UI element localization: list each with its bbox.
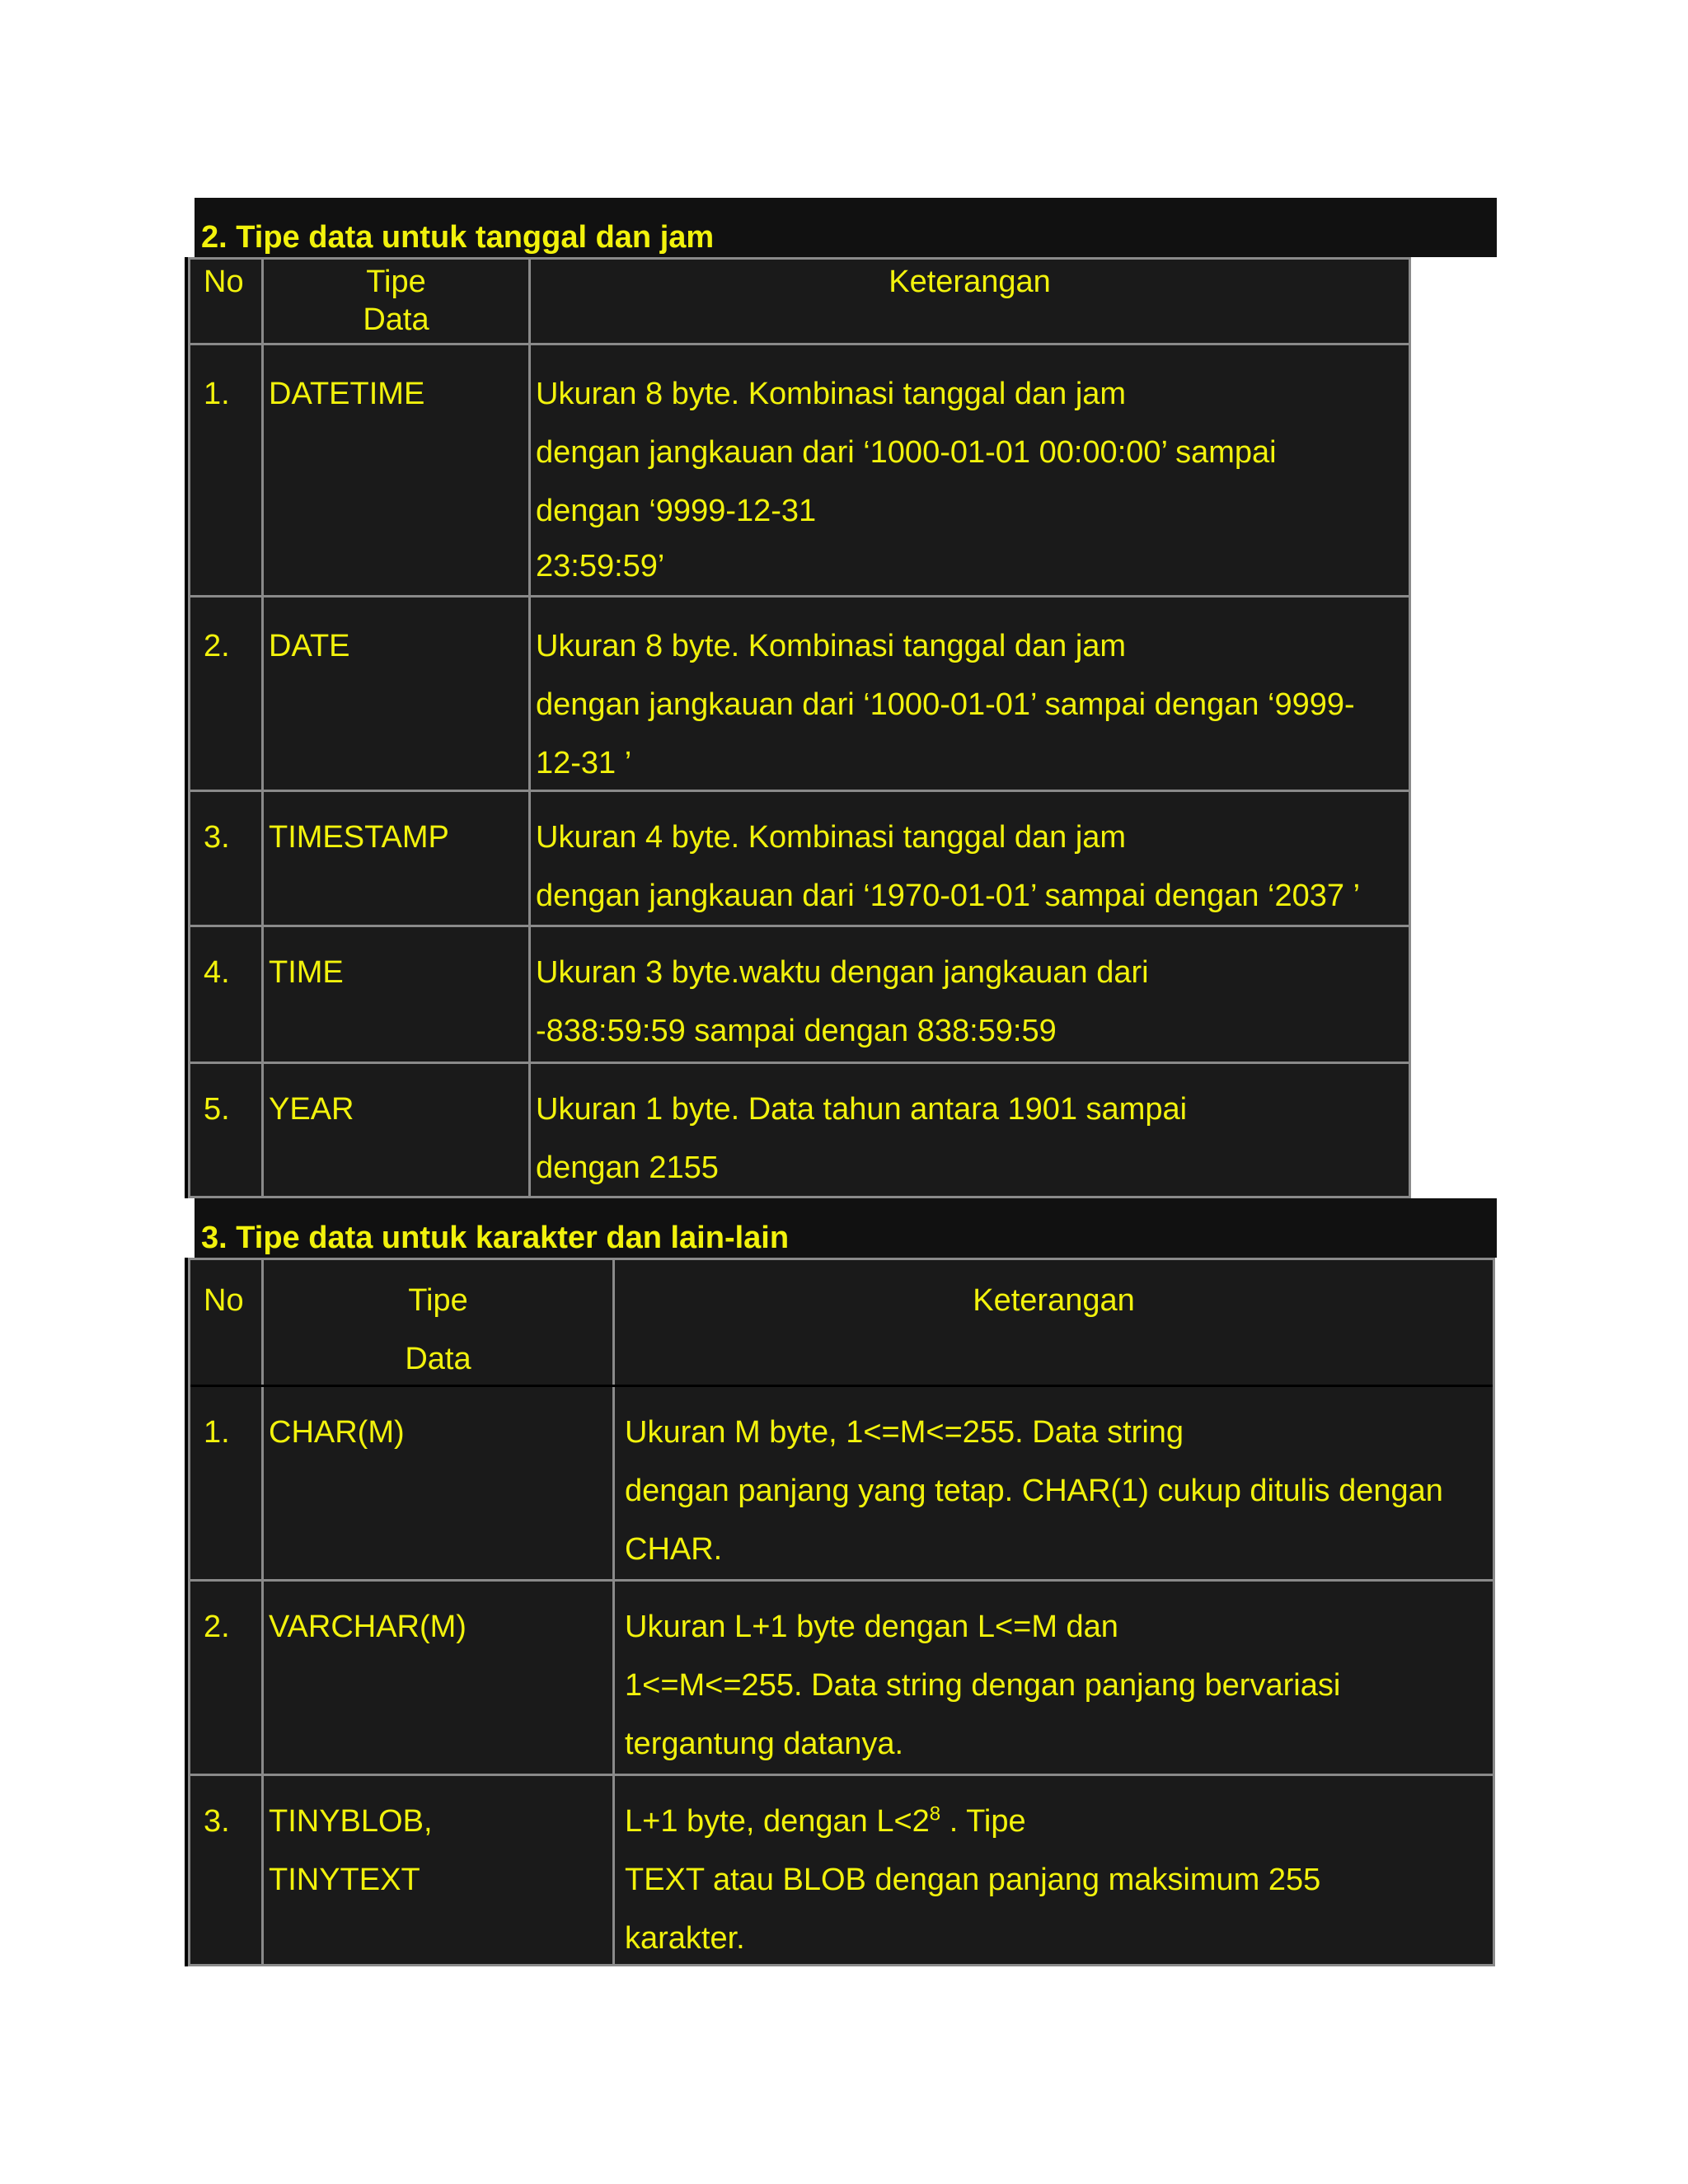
ket-line: dengan panjang yang tetap. CHAR(1) cukup ditulis dengan <box>625 1474 1443 1508</box>
ket-line: 1<=M<=255. Data string dengan panjang bervariasi <box>625 1668 1341 1703</box>
ket-line: Ukuran 1 byte. Data tahun antara 1901 sampai <box>536 1092 1188 1127</box>
row-no <box>190 1387 261 1579</box>
section-1-title-text: 2. Tipe data untuk tanggal dan jam <box>201 220 715 255</box>
row-no <box>190 792 261 925</box>
table-character-types <box>188 1258 1495 1966</box>
ket-line: Ukuran 3 byte.waktu dengan jangkauan dari <box>536 955 1149 990</box>
table-row <box>190 792 1409 927</box>
ket-line: -838:59:59 sampai dengan 838:59:59 <box>536 1014 1057 1048</box>
header-tipe-label-1: Tipe <box>366 265 426 299</box>
ket-line: dengan jangkauan dari ‘1970-01-01’ sampai dengan ‘2037 ’ <box>536 879 1361 913</box>
row-no-text: 5. <box>204 1092 230 1127</box>
section-2-title-text: 3. Tipe data untuk karakter dan lain-lain <box>201 1221 790 1255</box>
row-keterangan <box>528 927 1409 1062</box>
row-no <box>190 1064 261 1196</box>
header-keterangan <box>528 260 1409 343</box>
header-keterangan <box>612 1260 1493 1385</box>
table-left-edge <box>185 257 188 1198</box>
table-row <box>190 1064 1409 1196</box>
row-keterangan <box>612 1582 1493 1774</box>
header-tipe-label-2: Data <box>363 302 429 337</box>
ket-line: Ukuran 8 byte. Kombinasi tanggal dan jam <box>536 629 1127 663</box>
header-no-label: No <box>204 1283 244 1318</box>
row-no-text: 4. <box>204 955 230 990</box>
header-tipe-label-2: Data <box>405 1342 471 1376</box>
table-header-row <box>190 1260 1493 1387</box>
ket-line: Ukuran 8 byte. Kombinasi tanggal dan jam <box>536 377 1127 411</box>
ket-line: Ukuran M byte, 1<=M<=255. Data string <box>625 1415 1184 1450</box>
row-tipe <box>261 927 528 1062</box>
header-no <box>190 1260 261 1385</box>
ket-line: TEXT atau BLOB dengan panjang maksimum 255 <box>625 1863 1321 1897</box>
row-tipe-text: TIMESTAMP <box>269 820 449 855</box>
table-row <box>190 598 1409 792</box>
row-tipe-text: DATETIME <box>269 377 425 411</box>
row-tipe <box>261 345 528 595</box>
section-1-title <box>195 198 1497 257</box>
row-tipe <box>261 1582 612 1774</box>
table-row <box>190 1582 1493 1776</box>
ket-line: 23:59:59’ <box>536 549 665 583</box>
header-tipe-label-1: Tipe <box>408 1283 468 1318</box>
superscript-exponent: 8 <box>929 1802 941 1825</box>
header-no-label: No <box>204 265 244 299</box>
row-keterangan <box>528 345 1409 595</box>
row-no-text: 1. <box>204 377 230 411</box>
row-tipe <box>261 598 528 790</box>
ket-line <box>625 1793 1493 1851</box>
row-no-text: 2. <box>204 629 230 663</box>
row-keterangan <box>528 598 1409 790</box>
header-keterangan-label: Keterangan <box>973 1283 1135 1318</box>
section-2-title <box>195 1198 1497 1258</box>
row-keterangan <box>612 1387 1493 1579</box>
row-tipe <box>261 1776 612 1964</box>
table-row <box>190 1776 1493 1964</box>
header-no <box>190 260 261 343</box>
row-tipe <box>261 792 528 925</box>
header-tipe <box>261 1260 612 1385</box>
row-no <box>190 345 261 595</box>
table-left-edge <box>185 1258 188 1966</box>
ket-line: tergantung datanya. <box>625 1727 904 1761</box>
ket-line: dengan jangkauan dari ‘1000-01-01 00:00:00’ sampai <box>536 435 1277 470</box>
row-no-text: 3. <box>204 1804 230 1839</box>
table-datetime-types <box>188 257 1411 1198</box>
table-row <box>190 345 1409 598</box>
ket-line-text: L+1 byte, dengan L<2 <box>625 1804 930 1839</box>
row-tipe <box>261 1064 528 1196</box>
ket-line: Ukuran L+1 byte dengan L<=M dan <box>625 1610 1118 1644</box>
ket-line: dengan ‘9999-12-31 <box>536 494 817 528</box>
row-tipe <box>261 1387 612 1579</box>
row-tipe-text: VARCHAR(M) <box>269 1610 467 1644</box>
table-row <box>190 927 1409 1064</box>
row-tipe-text: YEAR <box>269 1092 354 1127</box>
ket-line: 12-31 ’ <box>536 746 632 780</box>
row-no-text: 1. <box>204 1415 230 1450</box>
table-header-row <box>190 260 1409 345</box>
ket-line: dengan 2155 <box>536 1151 719 1185</box>
row-no-text: 2. <box>204 1610 230 1644</box>
row-tipe-text: TIME <box>269 955 344 990</box>
ket-line: karakter. <box>625 1921 745 1956</box>
ket-line: dengan jangkauan dari ‘1000-01-01’ sampai dengan ‘9999- <box>536 687 1355 722</box>
row-keterangan <box>528 792 1409 925</box>
row-no <box>190 1582 261 1774</box>
row-no <box>190 598 261 790</box>
row-no <box>190 1776 261 1964</box>
row-keterangan <box>528 1064 1409 1196</box>
row-tipe-text: DATE <box>269 629 350 663</box>
header-tipe <box>261 260 528 343</box>
ket-line: CHAR. <box>625 1532 723 1567</box>
row-tipe-text: CHAR(M) <box>269 1415 405 1450</box>
row-no-text: 3. <box>204 820 230 855</box>
ket-line-text-suffix: . Tipe <box>940 1804 1026 1839</box>
ket-line: Ukuran 4 byte. Kombinasi tanggal dan jam <box>536 820 1127 855</box>
row-keterangan <box>612 1776 1493 1964</box>
header-keterangan-label: Keterangan <box>889 265 1051 299</box>
row-no <box>190 927 261 1062</box>
row-tipe-text-2: TINYTEXT <box>269 1863 420 1897</box>
row-tipe-text: TINYBLOB, <box>269 1804 433 1839</box>
table-row <box>190 1387 1493 1582</box>
